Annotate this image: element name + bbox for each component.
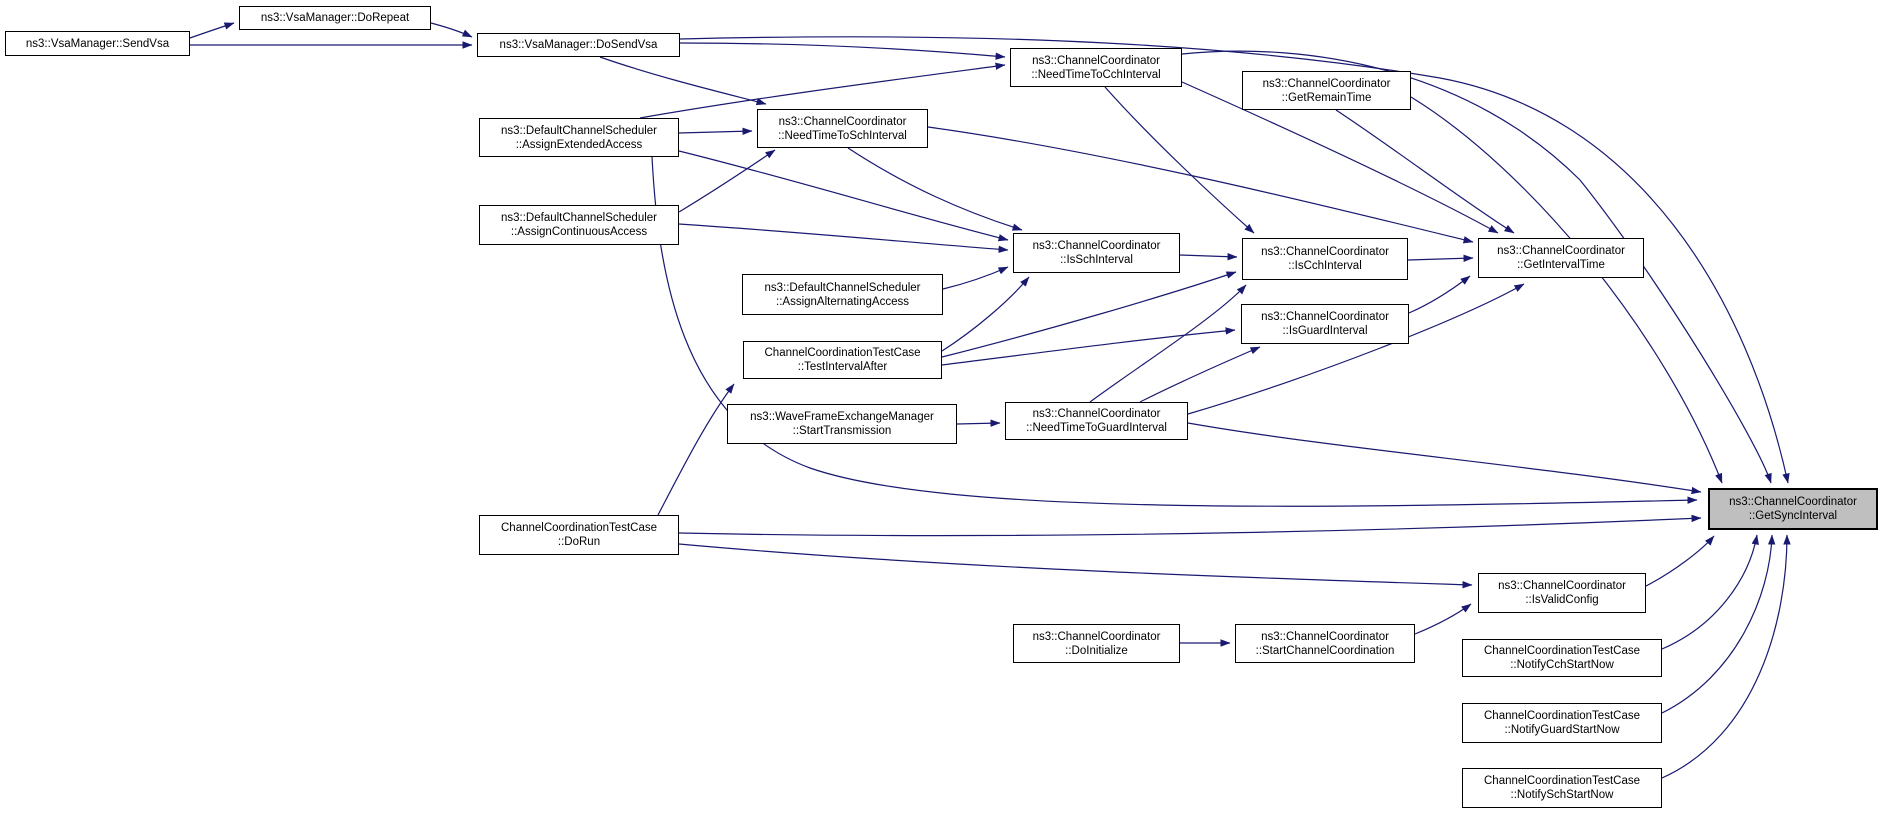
edge-test-interval-after-to-is-sch [942, 277, 1029, 351]
graph-node-label: ::NotifySchStartNow [1510, 789, 1614, 801]
edge-do-repeat-to-do-send-vsa [431, 23, 472, 37]
graph-node-notify-cch-start[interactable] [1462, 639, 1662, 677]
graph-node-label: ::IsGuardInterval [1282, 325, 1368, 337]
graph-node-label: ns3::ChannelCoordinator [1032, 408, 1161, 420]
graph-node-assign-continuous[interactable] [479, 205, 679, 245]
edge-is-valid-config-to-get-sync [1646, 536, 1714, 586]
graph-node-is-guard[interactable] [1241, 304, 1409, 344]
graph-node-notify-guard-start[interactable] [1462, 703, 1662, 743]
edge-notify-guard-start-to-get-sync [1662, 535, 1772, 713]
graph-node-label: ChannelCoordinationTestCase [764, 347, 921, 359]
graph-node-label: ::NeedTimeToCchInterval [1031, 68, 1161, 81]
graph-node-test-interval-after[interactable] [743, 341, 942, 379]
edge-need-sch-to-is-sch [848, 148, 1022, 230]
edge-do-send-vsa-to-need-sch [600, 57, 766, 104]
graph-node-get-remain[interactable] [1242, 71, 1411, 110]
graph-node-label: ns3::ChannelCoordinator [1261, 630, 1389, 643]
graph-node-label: ::TestIntervalAfter [797, 361, 888, 373]
graph-node-label: ::IsValidConfig [1525, 594, 1599, 606]
graph-node-label: ::IsSchInterval [1060, 254, 1133, 266]
graph-node-label: ::NotifyGuardStartNow [1504, 724, 1620, 736]
graph-node-label: ns3::DefaultChannelScheduler [501, 212, 657, 224]
graph-node-label: ::GetRemainTime [1281, 91, 1372, 104]
graph-node-get-sync [1708, 488, 1878, 530]
graph-node-label: ns3::DefaultChannelScheduler [501, 124, 657, 137]
graph-node-assign-extended[interactable] [479, 118, 679, 157]
edge-send-vsa-to-do-repeat [190, 23, 234, 38]
graph-node-label: ::GetIntervalTime [1517, 259, 1605, 271]
graph-node-label: ns3::ChannelCoordinator [1261, 311, 1389, 323]
graph-node-label: ChannelCoordinationTestCase [1484, 710, 1640, 722]
graph-node-label: ::StartChannelCoordination [1255, 644, 1395, 657]
graph-node-is-valid-config[interactable] [1478, 573, 1646, 613]
graph-node-label: ns3::WaveFrameExchangeManager [750, 411, 934, 423]
graph-node-label: ::NotifyCchStartNow [1510, 659, 1614, 671]
edge-start-channel-coordination-to-is-valid-config [1415, 604, 1471, 634]
edge-assign-alternating-to-is-sch [943, 267, 1008, 289]
edge-do-run-to-test-interval-after [658, 384, 734, 515]
edge-test-interval-after-to-is-cch [942, 272, 1236, 357]
graph-node-get-interval[interactable] [1478, 238, 1644, 278]
graph-node-label: ns3::DefaultChannelScheduler [764, 281, 921, 294]
graph-node-send-vsa[interactable] [5, 31, 190, 56]
graph-node-label: ::GetSyncInterval [1748, 510, 1838, 522]
graph-node-do-send-vsa[interactable] [477, 33, 680, 57]
graph-node-need-sch[interactable] [757, 109, 928, 148]
graph-node-label: ns3::ChannelCoordinator [1262, 77, 1391, 90]
graph-node-start-channel-coordination[interactable] [1235, 624, 1415, 663]
edge-notify-cch-start-to-get-sync [1662, 535, 1757, 649]
graph-node-label: ns3::ChannelCoordinator [1261, 246, 1389, 258]
edge-need-cch-to-is-cch [1105, 87, 1254, 233]
graph-node-label: ns3::ChannelCoordinator [1032, 54, 1160, 67]
graph-node-label: ns3::ChannelCoordinator [778, 115, 907, 128]
edge-assign-extended-to-need-sch [679, 131, 752, 133]
edge-assign-extended-to-get-sync [652, 157, 1697, 506]
edge-need-guard-to-get-sync [1188, 423, 1701, 492]
graph-node-label: ::DoRun [557, 536, 601, 548]
graph-node-start-transmission[interactable] [727, 404, 957, 444]
graph-node-need-guard[interactable] [1005, 402, 1188, 440]
graph-node-label: ns3::ChannelCoordinator [1498, 580, 1626, 592]
graph-node-label: ns3::ChannelCoordinator [1032, 630, 1161, 643]
graph-node-label: ns3::ChannelCoordinator [1497, 245, 1625, 257]
edge-do-run-to-get-sync [679, 518, 1701, 536]
edge-assign-continuous-to-is-sch [679, 224, 1008, 250]
graph-node-is-cch[interactable] [1242, 238, 1408, 280]
edge-assign-continuous-to-need-sch [679, 150, 775, 212]
graph-node-label: ::AssignContinuousAccess [510, 226, 648, 238]
edge-assign-extended-to-is-sch [679, 151, 1008, 240]
graph-node-label: ::NeedTimeToGuardInterval [1026, 422, 1167, 434]
graph-node-label: ::AssignAlternatingAccess [776, 295, 909, 308]
graph-node-label: ::StartTransmission [792, 425, 892, 437]
edge-get-remain-to-get-sync [1411, 97, 1722, 483]
graph-node-label: ::DoInitialize [1065, 644, 1128, 657]
graph-node-label: ChannelCoordinationTestCase [501, 522, 657, 534]
edge-need-guard-to-is-guard [1140, 347, 1260, 402]
graph-node-label: ns3::VsaManager::DoSendVsa [499, 39, 658, 51]
graph-node-label: ns3::ChannelCoordinator [1032, 240, 1161, 252]
edge-do-run-to-is-valid-config [679, 544, 1472, 585]
graph-node-do-initialize[interactable] [1013, 624, 1180, 663]
graph-node-label: ns3::VsaManager::DoRepeat [260, 12, 410, 24]
edge-test-interval-after-to-is-guard [942, 330, 1235, 365]
edge-do-send-vsa-to-need-cch [680, 43, 1005, 57]
graph-node-label: ::AssignExtendedAccess [515, 138, 643, 151]
graph-node-need-cch[interactable] [1010, 48, 1182, 87]
graph-node-label: ns3::ChannelCoordinator [1729, 496, 1857, 508]
graph-node-notify-sch-start[interactable] [1462, 768, 1662, 808]
edge-start-transmission-to-need-guard [957, 423, 1000, 424]
graph-node-do-repeat[interactable] [239, 6, 431, 30]
edge-is-sch-to-is-cch [1180, 255, 1237, 257]
graph-node-label: ChannelCoordinationTestCase [1484, 645, 1640, 657]
edge-is-cch-to-get-interval [1408, 258, 1473, 260]
graph-node-label: ChannelCoordinationTestCase [1484, 775, 1640, 787]
graph-node-label: ns3::VsaManager::SendVsa [25, 37, 170, 50]
edge-notify-sch-start-to-get-sync [1662, 535, 1787, 778]
edge-is-guard-to-get-interval [1409, 276, 1470, 313]
graph-node-label: ::IsCchInterval [1288, 260, 1362, 272]
graph-node-is-sch[interactable] [1013, 233, 1180, 273]
graph-node-label: ::NeedTimeToSchInterval [778, 129, 907, 142]
graph-node-do-run[interactable] [479, 515, 679, 555]
graph-node-assign-alternating[interactable] [742, 274, 943, 315]
